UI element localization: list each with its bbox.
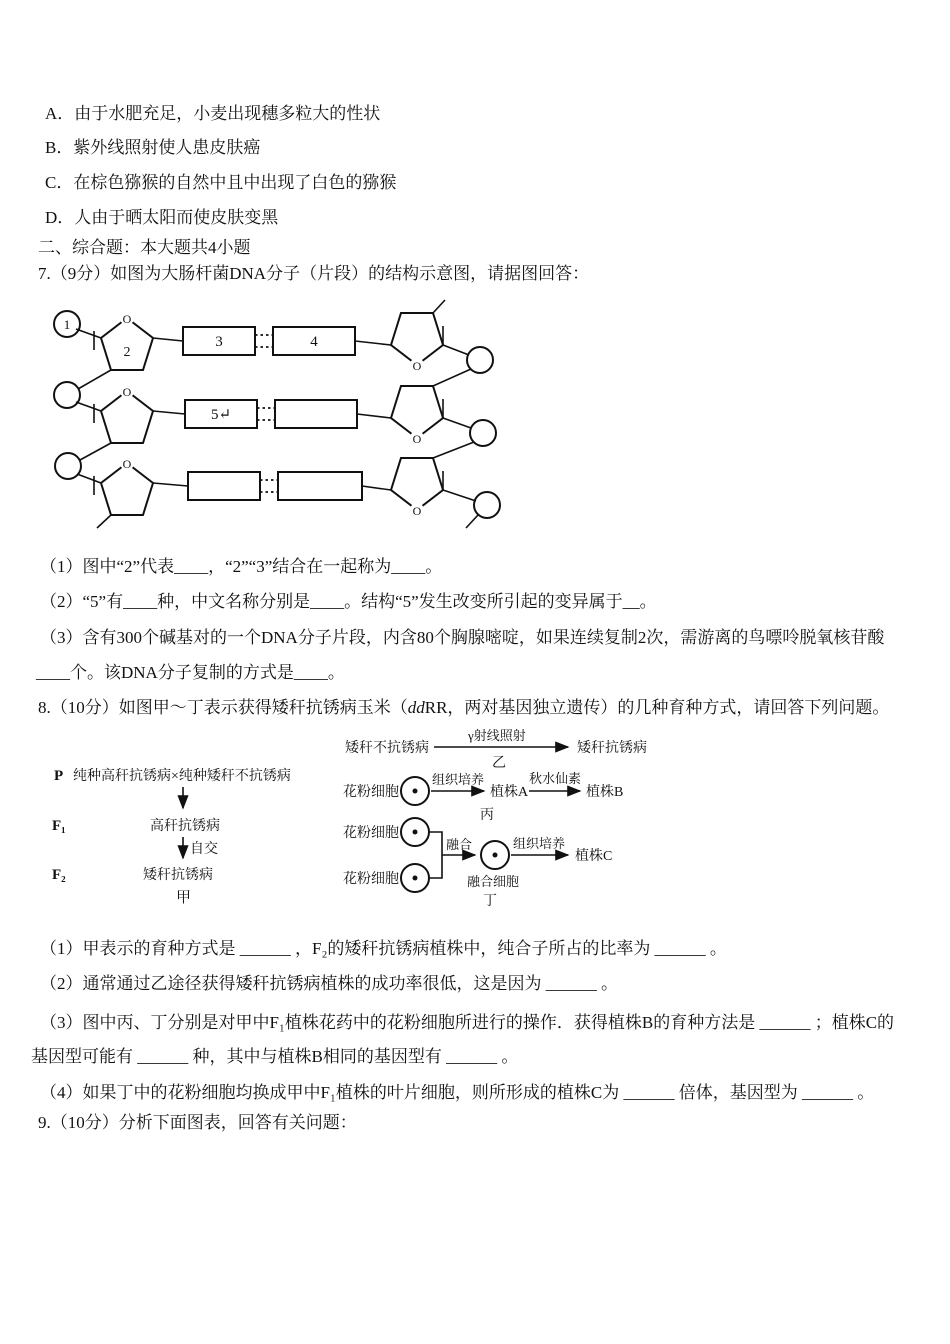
bond-line: [153, 338, 183, 341]
method-ding-label: 丁: [483, 894, 497, 909]
bond-line: [355, 341, 391, 345]
plant-a-label: 植株A: [490, 785, 529, 800]
base-rect-left: [188, 472, 260, 500]
dwarf-resistant-text: 矮秆抗锈病: [577, 741, 647, 756]
option-c-label: C．: [45, 173, 74, 192]
gamma-ray-label: γ射线照射: [468, 728, 526, 743]
bond-line: [153, 411, 185, 414]
fusion-label: 融合: [446, 837, 473, 852]
breeding-methods-figure: [40, 727, 880, 912]
dwarf-susceptible-text: 矮秆不抗锈病: [345, 741, 429, 756]
phosphate-circle: [54, 382, 80, 408]
option-d: [45, 207, 278, 229]
q8-sub1: （1）甲表示的育种方式是 ______ ，F₂的矮秆抗锈病植株中，纯合子所占的比率为 ______ 。: [40, 939, 727, 958]
section-header: 二、综合题：本大题共4小题: [38, 238, 251, 257]
oxygen-label: O: [412, 504, 422, 518]
tissue-culture-label: 组织培养: [513, 836, 566, 851]
fusion-bracket: [429, 832, 442, 878]
q8-stem-part1: 8.（10分）如图甲〜丁表示获得矮秆抗锈病玉米（: [38, 698, 408, 717]
bond-line: [78, 370, 111, 389]
option-b-text: 紫外线照射使人患皮肤癌: [73, 138, 261, 157]
plant-b-label: 植株B: [586, 785, 624, 800]
strand-tail: [466, 515, 478, 528]
strand-tail: [433, 300, 445, 313]
option-b: [45, 137, 260, 159]
bond-line: [357, 414, 391, 418]
q8-sub3-line2: 基因型可能有 ______ 种，其中与植株B相同的基因型有 ______ 。: [31, 1047, 519, 1066]
deoxyribose-pentagon: [391, 313, 443, 365]
f1-label: F₁: [52, 818, 66, 834]
base-left-label: 3: [215, 334, 223, 350]
cell-nucleus-dot: [413, 830, 418, 835]
self-cross-label: 自交: [190, 842, 218, 857]
deoxyribose-pentagon: [391, 458, 443, 510]
sugar-label: 2: [123, 345, 131, 360]
phosphate-label: 1: [63, 317, 71, 332]
pollen-cell-text: 花粉细胞: [343, 785, 399, 800]
option-d-label: D．: [45, 208, 75, 227]
f2-label: F₂: [52, 867, 66, 883]
phosphate-circle: [55, 453, 81, 479]
bond-line: [443, 490, 476, 501]
pollen-cell-text: 花粉细胞: [343, 872, 399, 887]
base-right-label: 4: [310, 334, 318, 350]
q7-sub2: （2）“5”有____种，中文名称分别是____。结构“5”发生改变所引起的变异属于__。: [40, 592, 657, 611]
q8-stem-part2: RR，两对基因独立遗传）的几种育种方式，请回答下列问题。: [424, 698, 890, 717]
q7-sub3-line1: （3）含有300个碱基对的一个DNA分子片段，内含80个胸腺嘧啶，如果连续复制2次，需游离的鸟嘌呤脱氧核苷酸: [40, 628, 885, 647]
bond-line: [80, 443, 111, 460]
bond-line: [76, 402, 101, 411]
q8-stem: [38, 697, 889, 719]
q7-sub3-line2: ____个。该DNA分子复制的方式是____。: [36, 663, 345, 682]
f1-phenotype: 高秆抗锈病: [150, 819, 220, 834]
base-row2-label: 5↵: [210, 407, 232, 423]
bond-line: [433, 369, 471, 386]
dna-structure-figure: [42, 298, 512, 538]
bond-line: [77, 474, 101, 483]
option-a-label: A．: [45, 104, 75, 123]
oxygen-label: O: [412, 359, 422, 373]
bond-line: [76, 329, 101, 338]
option-c-text: 在棕色猕猴的自然中且中出现了白色的猕猴: [73, 173, 397, 192]
cell-nucleus-dot: [413, 789, 418, 794]
phosphate-circle: [474, 492, 500, 518]
q8-stem-genotype: dd: [407, 698, 425, 717]
p-cross-text: 纯种高秆抗锈病×纯种矮秆不抗锈病: [73, 769, 291, 784]
oxygen-label: O: [122, 312, 132, 326]
option-c: [45, 172, 396, 194]
bond-line: [362, 486, 391, 490]
oxygen-label: O: [412, 432, 422, 446]
q8-sub2: （2）通常通过乙途径获得矮秆抗锈病植株的成功率很低，这是因为 ______ 。: [40, 974, 618, 993]
p-generation-label: P: [54, 768, 64, 784]
method-yi-label: 乙: [492, 756, 506, 771]
f2-phenotype: 矮秆抗锈病: [143, 868, 213, 883]
oxygen-label: O: [122, 385, 132, 399]
bond-line: [153, 483, 188, 486]
bond-line: [433, 442, 474, 458]
q9-stem: 9.（10分）分析下面图表，回答有关问题：: [38, 1113, 357, 1132]
q7-sub1: （1）图中“2”代表____，“2”“3”结合在一起称为____。: [40, 557, 443, 576]
pollen-cell-text: 花粉细胞: [343, 826, 399, 841]
deoxyribose-pentagon: [391, 386, 443, 438]
option-b-label: B．: [45, 138, 74, 157]
base-rect-right: [275, 400, 357, 428]
oxygen-label: O: [122, 457, 132, 471]
q8-sub4: （4）如果丁中的花粉细胞均换成甲中F₁植株的叶片细胞，则所形成的植株C为 ______ 倍体，基因型为 ______ 。: [40, 1083, 875, 1102]
base-rect-right: [278, 472, 362, 500]
tissue-culture-label: 组织培养: [432, 772, 485, 787]
option-d-text: 人由于晒太阳而使皮肤变黑: [74, 208, 279, 227]
q8-sub3-line1: （3）图中丙、丁分别是对甲中F₁植株花药中的花粉细胞所进行的操作．获得植株B的育种方法是 ______ ；植株C的: [40, 1013, 895, 1032]
colchicine-label: 秋水仙素: [529, 771, 582, 786]
cell-nucleus-dot: [413, 876, 418, 881]
method-bing-label: 丙: [480, 808, 494, 823]
plant-c-label: 植株C: [575, 849, 613, 864]
bond-line: [443, 345, 469, 355]
strand-tail: [97, 515, 111, 528]
option-a-text: 由于水肥充足，小麦出现穗多粒大的性状: [74, 104, 381, 123]
fused-cell-label: 融合细胞: [467, 874, 520, 889]
method-jia-label: 甲: [176, 890, 192, 906]
q7-stem: 7.（9分）如图为大肠杆菌DNA分子（片段）的结构示意图，请据图回答：: [38, 264, 590, 283]
cell-nucleus-dot: [493, 853, 498, 858]
bond-line: [443, 418, 471, 428]
option-a: [45, 103, 380, 125]
